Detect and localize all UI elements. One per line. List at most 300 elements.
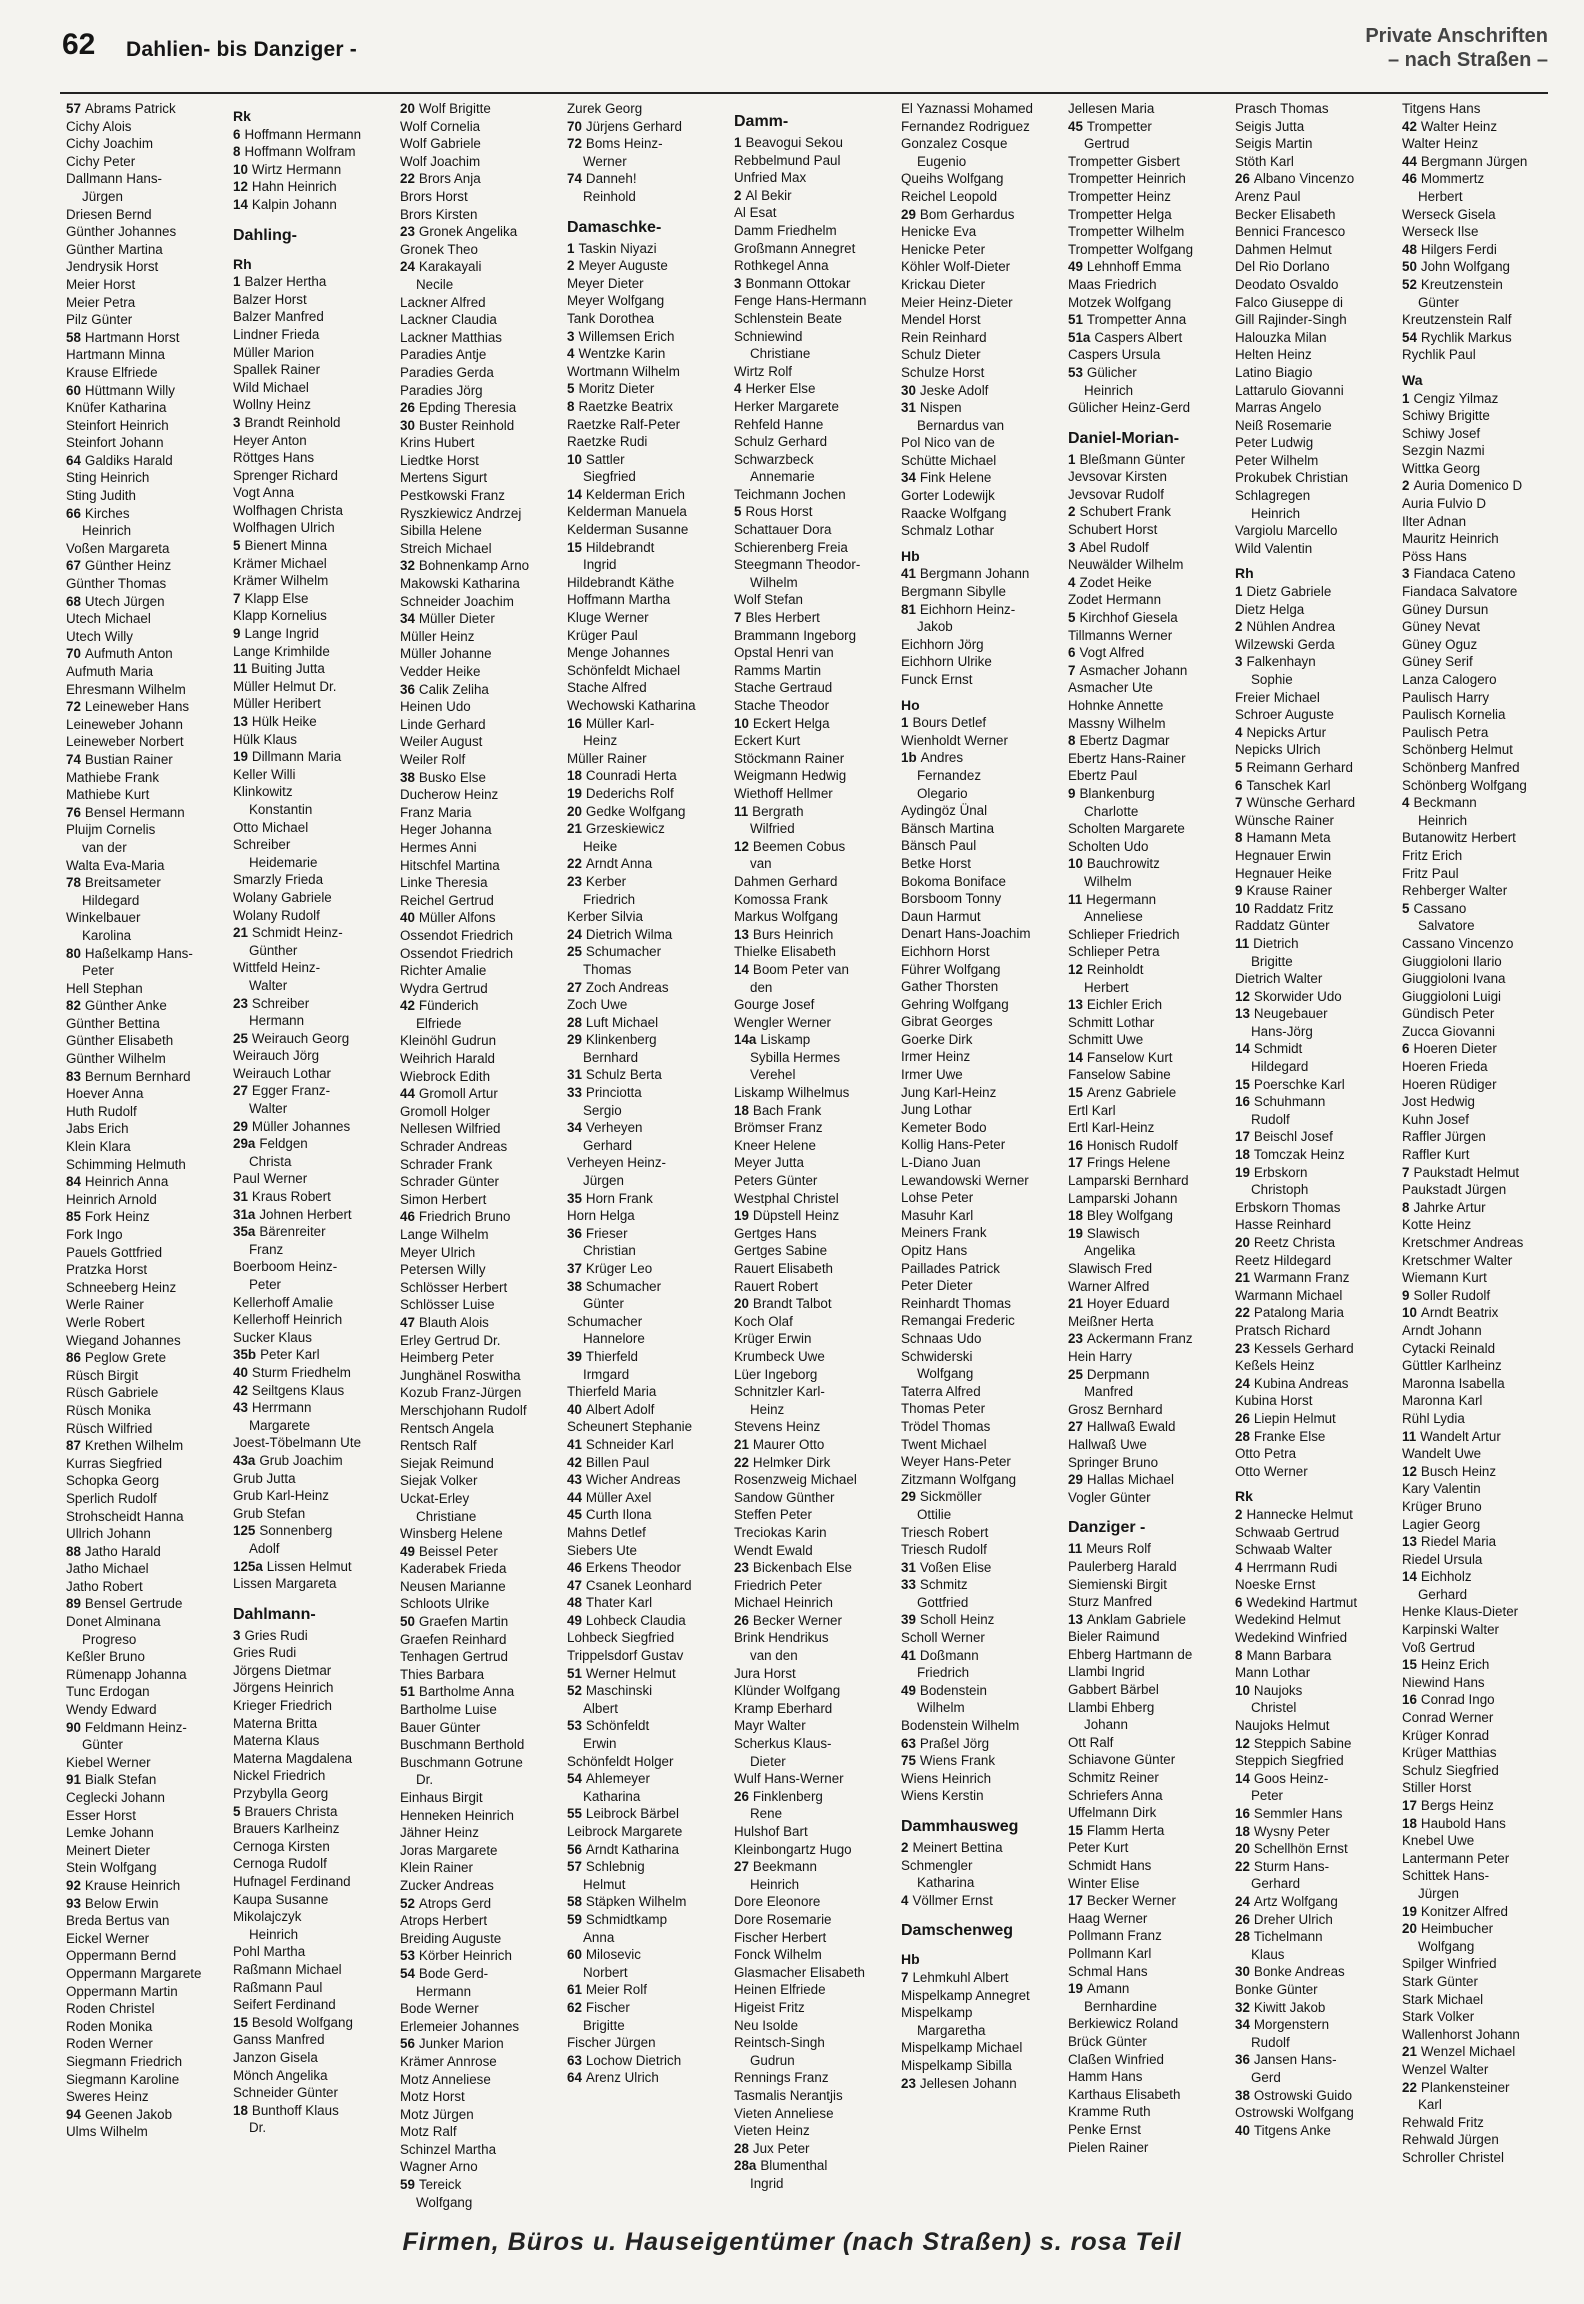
entry-name: Knüfer Katharina [66, 400, 167, 416]
directory-entry [66, 505, 227, 523]
house-number: 15 [1068, 1085, 1083, 1101]
entry-name: Tanschek Karl [1246, 777, 1331, 793]
entry-name: Grub Jutta [233, 1470, 296, 1486]
entry-name: Franke Else [1253, 1428, 1326, 1444]
directory-entry [734, 2069, 895, 2087]
directory-entry [66, 311, 227, 329]
entry-name: Günther Wilhelm [66, 1051, 166, 1067]
directory-entry [901, 1295, 1062, 1313]
directory-entry [567, 257, 728, 275]
entry-name: Springer Bruno [1068, 1454, 1159, 1470]
entry-name: Wilfried [750, 821, 795, 837]
directory-entry [1402, 1903, 1563, 1921]
entry-name: den [750, 979, 773, 995]
directory-entry [1068, 1207, 1229, 1225]
entry-name: Köhler Wolf-Dieter [901, 259, 1011, 275]
directory-entry [1068, 1137, 1229, 1155]
entry-name: Lamparski Bernhard [1068, 1173, 1189, 1189]
directory-entry [1235, 618, 1396, 636]
directory-entry [1068, 820, 1229, 838]
house-number: 14 [1235, 1770, 1250, 1786]
house-number: 46 [567, 1560, 582, 1576]
directory-entry [400, 170, 561, 188]
directory-entry [1402, 1516, 1563, 1534]
directory-entry [233, 977, 394, 995]
directory-entry [567, 1594, 728, 1612]
entry-name: Günter [82, 1737, 123, 1753]
entry-name: Rehfeld Hanne [734, 416, 824, 432]
directory-entry [233, 1926, 394, 1944]
directory-entry [901, 206, 1062, 224]
directory-entry [66, 1314, 227, 1332]
entry-name: Klein Rainer [400, 1860, 473, 1876]
directory-entry [1068, 1787, 1229, 1805]
directory-entry [901, 1348, 1062, 1366]
entry-name: Katharina [917, 1875, 975, 1891]
entry-name: Klinkenberg [585, 1032, 657, 1048]
house-number: 76 [66, 804, 81, 820]
directory-entry [1068, 1593, 1229, 1611]
directory-entry [734, 662, 895, 680]
directory-entry [567, 926, 728, 944]
entry-name: Bensel Hermann [84, 804, 185, 820]
directory-entry [567, 1366, 728, 1384]
directory-entry [1068, 382, 1229, 400]
house-number: 21 [1068, 1296, 1083, 1312]
directory-entry [400, 1050, 561, 1068]
directory-entry [233, 924, 394, 942]
entry-name: Wiens Heinrich [901, 1770, 992, 1786]
directory-entry [901, 135, 1062, 153]
entry-name: Pöss Hans [1402, 548, 1467, 564]
entry-name: Schmengler [901, 1857, 973, 1873]
entry-name: Cassano [1413, 900, 1467, 916]
directory-entry [233, 449, 394, 467]
entry-name: Hoever Anna [66, 1086, 144, 1102]
entry-name: Kneer Helene [734, 1137, 816, 1153]
house-number: 92 [66, 1877, 81, 1893]
directory-entry [567, 1049, 728, 1067]
entry-name: Schneider Karl [585, 1436, 674, 1452]
directory-entry [233, 590, 394, 608]
entry-name: Pollmann Franz [1068, 1928, 1162, 1944]
house-number: 46 [1402, 171, 1417, 187]
directory-entry [233, 1382, 394, 1400]
directory-entry [1402, 1674, 1563, 1692]
entry-name: Aydingöz Ünal [901, 803, 988, 819]
house-number: 10 [1068, 856, 1083, 872]
directory-entry [400, 2194, 561, 2212]
entry-name: Gonzalez Cosque [901, 136, 1008, 152]
entry-name: Pestkowski Franz [400, 488, 505, 504]
entry-name: Lackner Alfred [400, 294, 486, 310]
directory-entry [66, 892, 227, 910]
house-number: 83 [66, 1068, 81, 1084]
street-heading [567, 216, 728, 240]
directory-column [734, 100, 895, 2191]
directory-entry [1068, 1313, 1229, 1331]
directory-entry [734, 1278, 895, 1296]
entry-name: Henneken Heinrich [400, 1807, 514, 1823]
house-number: 52 [400, 1895, 415, 1911]
directory-entry [1068, 364, 1229, 382]
entry-name: Makowski Katharina [400, 576, 520, 592]
directory-entry [400, 364, 561, 382]
directory-entry [1402, 2131, 1563, 2149]
directory-entry [1235, 1322, 1396, 1340]
entry-name: Schmidt Heinz- [251, 925, 343, 941]
entry-name: Weigmann Hedwig [734, 768, 847, 784]
entry-name: van den [750, 1648, 798, 1664]
entry-name: Utech Willy [66, 628, 133, 644]
directory-entry [734, 134, 895, 152]
directory-entry [1235, 1269, 1396, 1287]
directory-entry [66, 135, 227, 153]
entry-name: Kramp Eberhard [734, 1700, 833, 1716]
directory-entry [734, 1981, 895, 1999]
directory-entry [734, 257, 895, 275]
house-number: 78 [66, 875, 81, 891]
entry-name: Eickel Werner [66, 1930, 150, 1946]
directory-entry [233, 1276, 394, 1294]
house-number: 40 [233, 1364, 248, 1380]
entry-name: Riedel Ursula [1402, 1551, 1483, 1567]
directory-entry [567, 2034, 728, 2052]
house-number: 31 [233, 1189, 248, 1205]
directory-entry [400, 575, 561, 593]
directory-entry [567, 1330, 728, 1348]
house-number: 1b [901, 750, 917, 766]
entry-name: Siemienski Birgit [1068, 1576, 1167, 1592]
entry-name: Lohbeck Siegfried [567, 1630, 675, 1646]
directory-entry [567, 1348, 728, 1366]
directory-entry [1068, 750, 1229, 768]
entry-name: Gourge Josef [734, 997, 815, 1013]
directory-entry [1068, 1980, 1229, 1998]
directory-entry [567, 1823, 728, 1841]
directory-entry [734, 240, 895, 258]
directory-entry [1402, 988, 1563, 1006]
house-number: 23 [734, 1560, 749, 1576]
entry-name: Werseck Ilse [1402, 224, 1479, 240]
street-heading [901, 1919, 1062, 1943]
entry-name: Angelika [1084, 1243, 1136, 1259]
directory-entry [66, 1560, 227, 1578]
entry-name: Jevsovar Rudolf [1068, 486, 1165, 502]
directory-entry [734, 679, 895, 697]
entry-name: Gerhard [1418, 1586, 1468, 1602]
directory-entry [567, 2052, 728, 2070]
directory-column [1402, 100, 1563, 2180]
directory-entry [1068, 486, 1229, 504]
directory-entry [734, 1014, 895, 1032]
directory-entry [1402, 1480, 1563, 1498]
directory-entry [567, 679, 728, 697]
entry-name: Heike [583, 838, 618, 854]
entry-name: Sting Judith [66, 488, 136, 504]
directory-entry [400, 1032, 561, 1050]
house-number: 89 [66, 1596, 81, 1612]
house-number: 26 [1235, 171, 1250, 187]
directory-entry [1068, 1963, 1229, 1981]
entry-name: L-Diano Juan [901, 1155, 981, 1171]
entry-name: Jürgen [1418, 1885, 1459, 1901]
entry-name: Zoch Uwe [567, 997, 628, 1013]
directory-entry [1068, 1119, 1229, 1137]
directory-entry [1235, 1058, 1396, 1076]
entry-name: Lissen Margareta [233, 1576, 337, 1592]
entry-name: Klinkowitz [233, 784, 293, 800]
directory-entry [901, 294, 1062, 312]
entry-name: Elfriede [416, 1015, 462, 1031]
directory-entry [567, 2017, 728, 2035]
house-number: 11 [1068, 1541, 1083, 1557]
directory-entry [233, 942, 394, 960]
entry-name: Paulisch Harry [1402, 689, 1490, 705]
entry-name: Thater Karl [585, 1595, 653, 1611]
entry-name: Eichhorn Heinz- [919, 601, 1016, 617]
entry-name: Daun Harmut [901, 908, 981, 924]
entry-name: Erwin [583, 1736, 617, 1752]
directory-entry [901, 1717, 1062, 1735]
entry-name: Westphal Christel [734, 1190, 839, 1206]
entry-name: Heinz [583, 733, 618, 749]
directory-entry [400, 329, 561, 347]
entry-name: Meyer Ulrich [400, 1244, 476, 1260]
directory-entry [567, 1735, 728, 1753]
directory-entry [567, 1119, 728, 1137]
directory-entry [66, 1648, 227, 1666]
entry-name: Schneider Günter [233, 2085, 338, 2101]
entry-name: Stiller Horst [1402, 1780, 1472, 1796]
entry-name: Arndt Beatrix [1420, 1305, 1499, 1321]
entry-name: Zurek Georg [567, 101, 643, 116]
entry-name: Peter Wilhelm [1235, 452, 1319, 468]
entry-name: Wilhelm [750, 574, 798, 590]
directory-entry [233, 178, 394, 196]
entry-name: Müller Dieter [418, 611, 495, 627]
entry-name: Blauth Alois [418, 1314, 489, 1330]
house-number: 55 [567, 1806, 582, 1822]
directory-entry [1068, 1190, 1229, 1208]
house-number: 60 [567, 1947, 582, 1963]
house-number: 31a [233, 1206, 256, 1222]
directory-entry [66, 1173, 227, 1191]
house-number: 72 [567, 136, 582, 152]
directory-entry [1402, 1023, 1563, 1041]
entry-name: Jabs Erich [66, 1121, 129, 1137]
entry-name: Gerd [1251, 2069, 1281, 2085]
house-number: 26 [400, 400, 415, 416]
house-number: 34 [1235, 2017, 1250, 2033]
directory-entry [1402, 1216, 1563, 1234]
directory-entry [1402, 1252, 1563, 1270]
directory-entry [66, 1472, 227, 1490]
directory-entry [1402, 917, 1563, 935]
entry-name: Pohl Martha [233, 1944, 306, 1960]
house-number: 8 [1402, 1199, 1410, 1215]
entry-name: Otto Petra [1235, 1446, 1297, 1462]
directory-entry [1402, 477, 1563, 495]
directory-entry [901, 2039, 1062, 2057]
directory-entry [1402, 970, 1563, 988]
entry-name: Lüer Ingeborg [734, 1366, 818, 1382]
directory-entry [734, 1876, 895, 1894]
directory-entry [734, 697, 895, 715]
entry-name: Freier Michael [1235, 689, 1320, 705]
entry-name: Materna Klaus [233, 1733, 320, 1749]
entry-name: Wolf Joachim [400, 153, 481, 169]
entry-name: Hamann Meta [1246, 830, 1331, 846]
directory-entry [1402, 1340, 1563, 1358]
entry-name: Weihrich Harald [400, 1051, 496, 1067]
entry-name: Motz Jürgen [400, 2106, 474, 2122]
directory-entry [1235, 1928, 1396, 1946]
entry-name: Denart Hans-Joachim [901, 926, 1031, 942]
directory-entry [66, 874, 227, 892]
directory-entry [1235, 1541, 1396, 1559]
directory-entry [1402, 276, 1563, 294]
directory-entry [567, 1629, 728, 1647]
entry-name: Adolf [249, 1540, 280, 1556]
directory-entry [400, 1631, 561, 1649]
entry-name: Rh [1235, 565, 1254, 582]
directory-entry [901, 1506, 1062, 1524]
directory-entry [233, 2119, 394, 2137]
directory-entry [734, 1542, 895, 1560]
entry-name: Krause Heinrich [84, 1877, 181, 1893]
directory-entry [1402, 2096, 1563, 2114]
directory-column [233, 100, 394, 2180]
directory-entry [567, 1805, 728, 1823]
entry-name: Friedrich [917, 1665, 970, 1681]
entry-name: Günther Bettina [66, 1015, 160, 1031]
directory-entry [901, 1189, 1062, 1207]
entry-name: Penke Ernst [1068, 2121, 1141, 2137]
entry-name: Below Erwin [84, 1895, 159, 1911]
directory-entry [734, 416, 895, 434]
directory-entry [233, 1206, 394, 1224]
directory-entry [1235, 170, 1396, 188]
directory-entry [734, 803, 895, 821]
entry-name: Schönberg Helmut [1402, 742, 1513, 758]
house-number: 50 [1402, 259, 1417, 275]
directory-entry [233, 1943, 394, 1961]
entry-name: Damm Friedhelm [734, 222, 837, 238]
directory-entry [901, 671, 1062, 689]
entry-name: Borsboom Tonny [901, 891, 1002, 907]
entry-name: Kary Valentin [1402, 1481, 1481, 1497]
entry-name: Dr. [416, 1772, 434, 1788]
directory-entry [901, 2022, 1062, 2040]
house-number: 3 [734, 275, 742, 291]
entry-name: Wolfhagen Ulrich [233, 520, 335, 536]
directory-entry [400, 786, 561, 804]
directory-entry [400, 1402, 561, 1420]
directory-entry [233, 1522, 394, 1540]
directory-entry [1068, 2015, 1229, 2033]
entry-name: Rehwald Jürgen [1402, 2132, 1499, 2148]
entry-name: Lackner Claudia [400, 312, 497, 328]
house-number: 4 [1068, 574, 1076, 590]
entry-name: Hulshof Bart [734, 1824, 808, 1839]
entry-name: Günther Elisabeth [66, 1033, 174, 1049]
directory-entry [567, 855, 728, 873]
house-number: 30 [901, 382, 916, 398]
directory-entry [1068, 451, 1229, 469]
directory-entry [734, 1999, 895, 2017]
entry-name: Giuggioloni Luigi [1402, 988, 1502, 1004]
house-number: 54 [400, 1965, 415, 1981]
directory-entry [66, 1895, 227, 1913]
entry-name: Schwiderski [901, 1348, 973, 1364]
entry-name: Wild Valentin [1235, 540, 1313, 556]
house-number: 13 [1402, 1534, 1417, 1550]
entry-name: Curth Ilona [585, 1507, 652, 1523]
entry-name: Kluge Werner [567, 610, 649, 626]
house-number: 17 [1235, 1129, 1250, 1145]
entry-name: Jansen Hans- [1253, 2052, 1337, 2068]
directory-entry [901, 258, 1062, 276]
directory-entry [1402, 1744, 1563, 1762]
entry-name: Paillades Patrick [901, 1260, 1000, 1276]
entry-name: Aufmuth Anton [84, 646, 173, 662]
directory-entry [400, 733, 561, 751]
directory-entry [1402, 1111, 1563, 1129]
directory-entry [567, 398, 728, 416]
entry-name: Meyer Wolfgang [567, 293, 665, 309]
entry-name: Koch Olaf [734, 1313, 793, 1329]
house-number: 125a [233, 1558, 263, 1574]
directory-entry [400, 1296, 561, 1314]
entry-name: Brauers Karlheinz [233, 1821, 340, 1837]
directory-entry [567, 1577, 728, 1595]
directory-entry [567, 1612, 728, 1630]
entry-name: Müller Alfons [418, 910, 496, 926]
entry-name: Rauert Elisabeth [734, 1261, 833, 1276]
entry-name: Besold Wolfgang [251, 2014, 353, 2030]
house-number: 2 [1402, 478, 1410, 494]
directory-entry [1235, 1128, 1396, 1146]
entry-name: Margaretha [917, 2022, 986, 2038]
directory-entry [734, 1348, 895, 1366]
directory-entry [400, 206, 561, 224]
entry-name: Busch Heinz [1420, 1463, 1497, 1479]
entry-name: Ullrich Johann [66, 1526, 151, 1542]
directory-entry [66, 1138, 227, 1156]
entry-name: Al Esat [734, 205, 777, 221]
directory-entry [1235, 452, 1396, 470]
directory-entry [567, 380, 728, 398]
entry-name: Schmidtkamp [585, 1911, 668, 1927]
directory-entry [1235, 1735, 1396, 1753]
entry-name: Wienholdt Werner [901, 732, 1008, 748]
entry-name: Franz [249, 1241, 284, 1257]
directory-entry [1068, 399, 1229, 417]
house-number: 12 [1235, 988, 1250, 1004]
directory-entry [1402, 1973, 1563, 1991]
directory-entry [233, 1346, 394, 1364]
entry-name: Keßler Bruno [66, 1649, 145, 1665]
directory-entry [400, 1666, 561, 1684]
directory-entry [66, 698, 227, 716]
house-number: 38 [400, 769, 415, 785]
entry-name: Dahling- [233, 226, 297, 244]
entry-name: Boerboom Heinz- [233, 1259, 338, 1275]
directory-entry [1402, 425, 1563, 443]
entry-name: Gerhard [583, 1137, 633, 1153]
entry-name: Hoeren Dieter [1413, 1041, 1497, 1057]
